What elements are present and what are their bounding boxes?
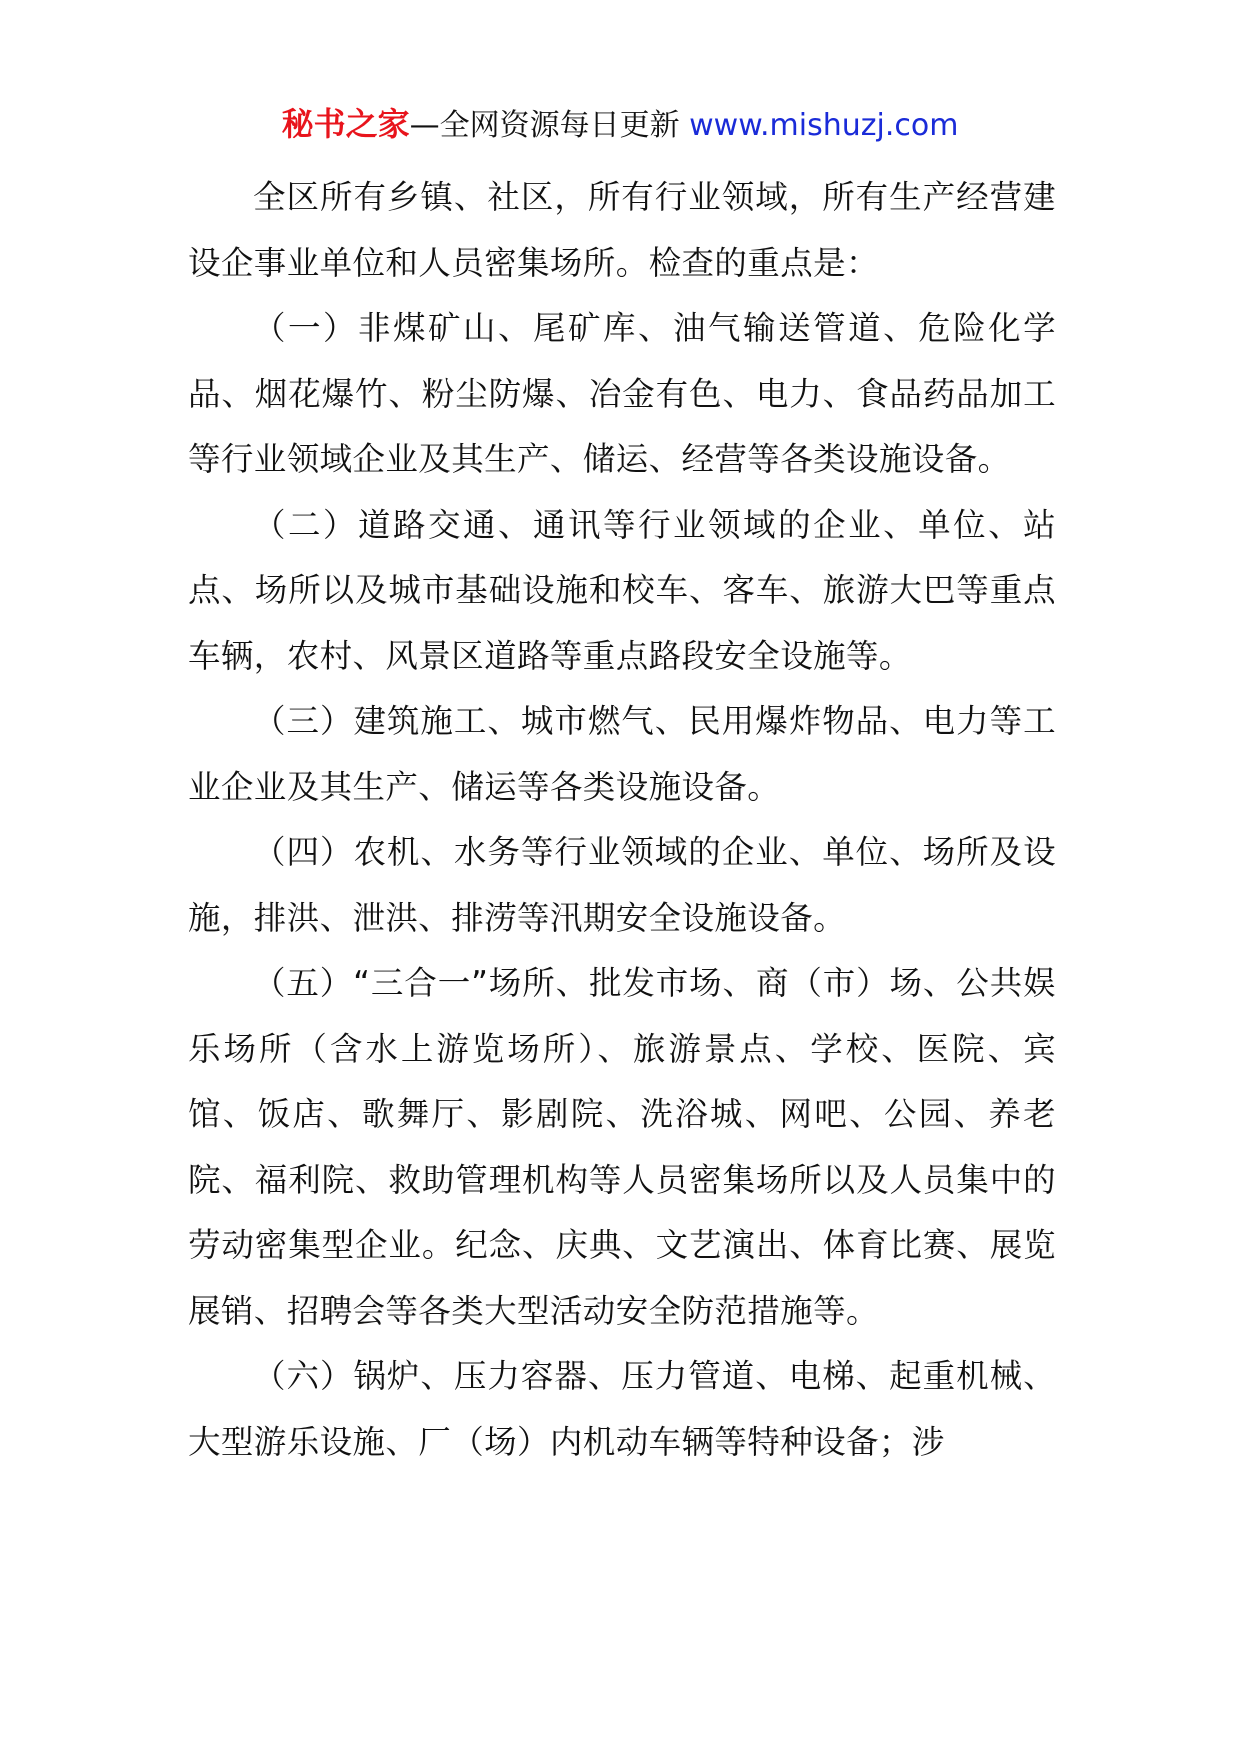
paragraph-item-3: （三）建筑施工、城市燃气、民用爆炸物品、电力等工业企业及其生产、储运等各类设施设备。: [188, 702, 1056, 806]
document-body: [188, 165, 1056, 1475]
paragraph-item-2: （二）道路交通、通讯等行业领域的企业、单位、站点、场所以及城市基础设施和校车、客车、旅游大巴等重点车辆，农村、风景区道路等重点路段安全设施等。: [188, 505, 1056, 675]
paragraph-item-5: （五）“三合一”场所、批发市场、商（市）场、公共娱乐场所（含水上游览场所）、旅游景点、学校、医院、宾馆、饭店、歌舞厅、影剧院、洗浴城、网吧、公园、养老院、福利院、救助管理机构等人员密集场所以及人员集中的劳动密集型企业。纪念、庆典、文艺演出、体育比赛、展览展销、招聘会等各类大型活动安全防范措施等。: [188, 964, 1056, 1330]
paragraph-intro: 全区所有乡镇、社区，所有行业领域，所有生产经营建设企事业单位和人员密集场所。检查的重点是：: [188, 178, 1056, 282]
header-url-link[interactable]: www.mishuzj.com: [689, 108, 959, 143]
brand-name: 秘书之家: [281, 105, 410, 143]
page-header: [0, 104, 1240, 144]
paragraph-item-1: （一）非煤矿山、尾矿库、油气输送管道、危险化学品、烟花爆竹、粉尘防爆、冶金有色、电力、食品药品加工等行业领域企业及其生产、储运、经营等各类设施设备。: [188, 309, 1056, 478]
paragraph-item-4: （四）农机、水务等行业领域的企业、单位、场所及设施，排洪、泄洪、排涝等汛期安全设施设备。: [188, 833, 1056, 937]
header-tagline: —全网资源每日更新: [409, 108, 680, 143]
paragraph-item-6: （六）锅炉、压力容器、压力管道、电梯、起重机械、大型游乐设施、厂（场）内机动车辆等特种设备；涉: [188, 1357, 1056, 1461]
